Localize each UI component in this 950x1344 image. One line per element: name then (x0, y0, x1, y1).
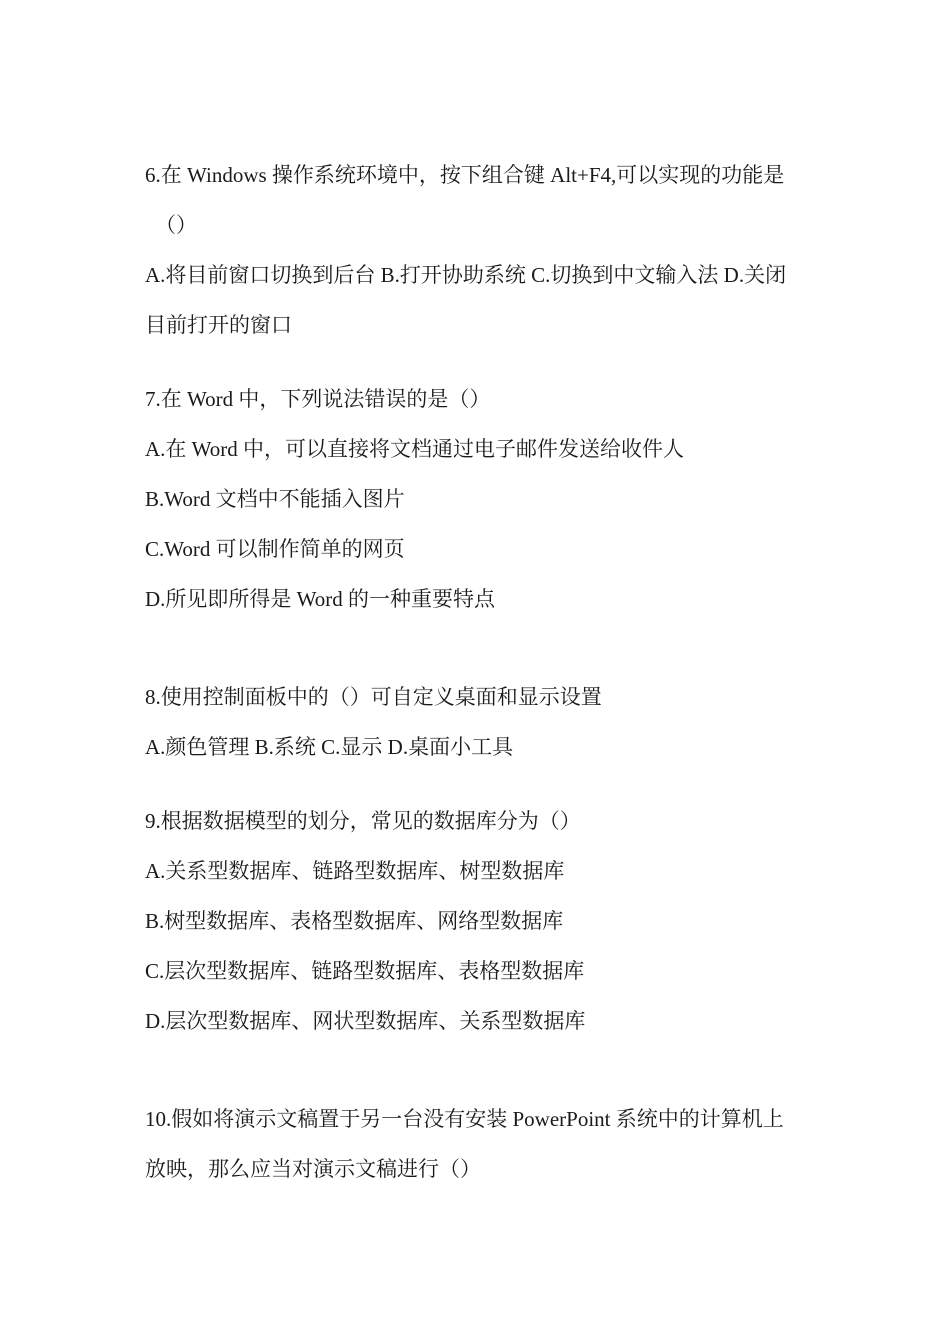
question-8 (145, 672, 815, 772)
question-6-stem-line-2: （） (155, 213, 197, 237)
spacer (145, 1046, 815, 1094)
question-9-option-b: B.树型数据库、表格型数据库、网络型数据库 (145, 909, 564, 933)
question-9-option-d: D.层次型数据库、网状型数据库、关系型数据库 (145, 1009, 586, 1033)
question-9 (145, 796, 815, 1046)
question-6-stem-line-1: 6.在 Windows 操作系统环境中，按下组合键 Alt+F4,可以实现的功能是 (145, 163, 785, 187)
question-8-options: A.颜色管理 B.系统 C.显示 D.桌面小工具 (145, 735, 514, 759)
question-6-options-line-2: 目前打开的窗口 (145, 313, 292, 337)
question-10-stem-line-2: 放映，那么应当对演示文稿进行（） (145, 1157, 481, 1181)
spacer (145, 624, 815, 672)
question-9-stem: 9.根据数据模型的划分，常见的数据库分为（） (145, 809, 581, 833)
question-9-option-a: A.关系型数据库、链路型数据库、树型数据库 (145, 859, 565, 883)
question-7-option-c: C.Word 可以制作简单的网页 (145, 537, 405, 561)
spacer (145, 350, 815, 374)
question-7-option-d: D.所见即所得是 Word 的一种重要特点 (145, 587, 496, 611)
question-7 (145, 374, 815, 624)
question-7-option-a: A.在 Word 中，可以直接将文档通过电子邮件发送给收件人 (145, 437, 685, 461)
question-8-stem: 8.使用控制面板中的（）可自定义桌面和显示设置 (145, 685, 602, 709)
question-10-stem-line-1: 10.假如将演示文稿置于另一台没有安装 PowerPoint 系统中的计算机上 (145, 1107, 784, 1131)
question-7-stem: 7.在 Word 中，下列说法错误的是（） (145, 387, 491, 411)
question-10 (145, 1094, 815, 1194)
question-9-option-c: C.层次型数据库、链路型数据库、表格型数据库 (145, 959, 585, 983)
question-7-option-b: B.Word 文档中不能插入图片 (145, 487, 405, 511)
question-6 (145, 150, 815, 350)
question-list (145, 150, 815, 1194)
question-6-options-line-1: A.将目前窗口切换到后台 B.打开协助系统 C.切换到中文输入法 D.关闭 (145, 263, 787, 287)
spacer (145, 772, 815, 796)
